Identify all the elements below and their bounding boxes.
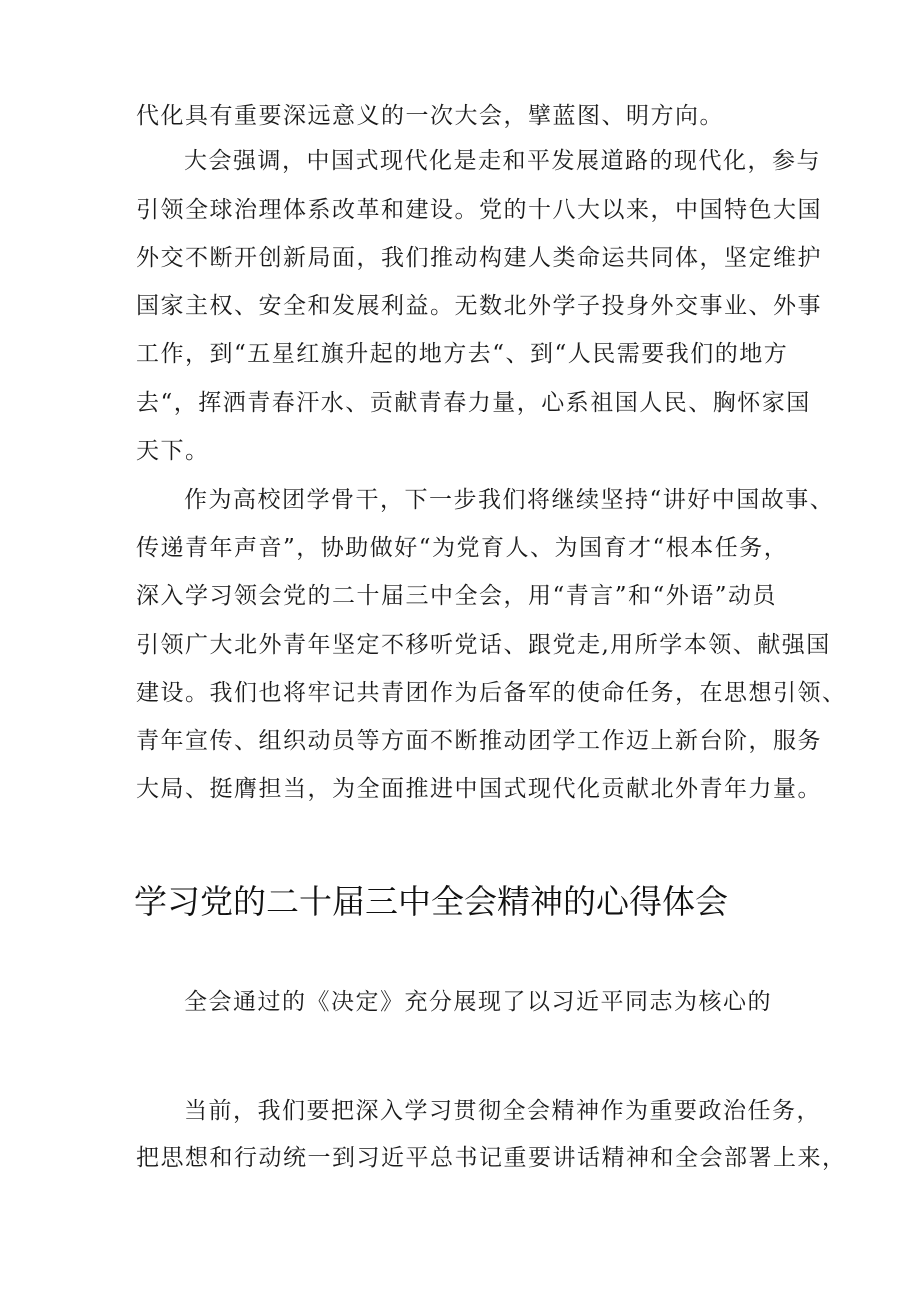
paragraph-3-line-6: 青年宣传、组织动员等方面不断推动团学工作迈上新台阶，服务	[136, 728, 822, 754]
paragraph-3-line-5: 建设。我们也将牢记共青团作为后备军的使命任务，在思想引领、	[136, 680, 847, 706]
paragraph-4-line-1: 全会通过的《决定》充分展现了以习近平同志为核心的	[184, 989, 772, 1015]
paragraph-1-line-1: 代化具有重要深远意义的一次大会，擘蓝图、明方向。	[136, 103, 724, 129]
paragraph-5-line-1: 当前，我们要把深入学习贯彻全会精神作为重要政治任务，	[184, 1098, 821, 1124]
paragraph-2-line-2: 引领全球治理体系改革和建设。党的十八大以来，中国特色大国	[136, 197, 822, 223]
paragraph-3-line-4: 引领广大北外青年坚定不移听党话、跟党走,用所学本领、献强国	[136, 632, 831, 658]
paragraph-3-line-7: 大局、挺膺担当，为全面推进中国式现代化贡献北外青年力量。	[136, 776, 822, 802]
paragraph-3-line-3: 深入学习领会党的二十届三中全会，用“青言”和“外语”动员	[136, 583, 778, 609]
paragraph-2-line-3: 外交不断开创新局面，我们推动构建人类命运共同体，坚定维护	[136, 245, 822, 271]
paragraph-2-line-4: 国家主权、安全和发展利益。无数北外学子投身外交事业、外事	[136, 293, 822, 319]
section-heading: 学习党的二十届三中全会精神的心得体会	[134, 882, 728, 921]
paragraph-2-line-7: 天下。	[136, 438, 210, 464]
paragraph-5-line-2: 把思想和行动统一到习近平总书记重要讲话精神和全会部署上来，	[136, 1145, 847, 1171]
paragraph-2-line-1: 大会强调，中国式现代化是走和平发展道路的现代化，参与	[184, 148, 821, 174]
paragraph-3-line-1: 作为高校团学骨干，下一步我们将继续坚持“讲好中国故事、	[184, 487, 835, 513]
paragraph-3-line-2: 传递青年声音”，协助做好“为党育人、为国育才“根本任务，	[136, 535, 789, 561]
paragraph-2-line-6: 去“，挥洒青春汗水、贡献青春力量，心系祖国人民、胸怀家国	[136, 390, 811, 416]
paragraph-2-line-5: 工作，到“五星红旗升起的地方去“、到“人民需要我们的地方	[136, 341, 789, 367]
